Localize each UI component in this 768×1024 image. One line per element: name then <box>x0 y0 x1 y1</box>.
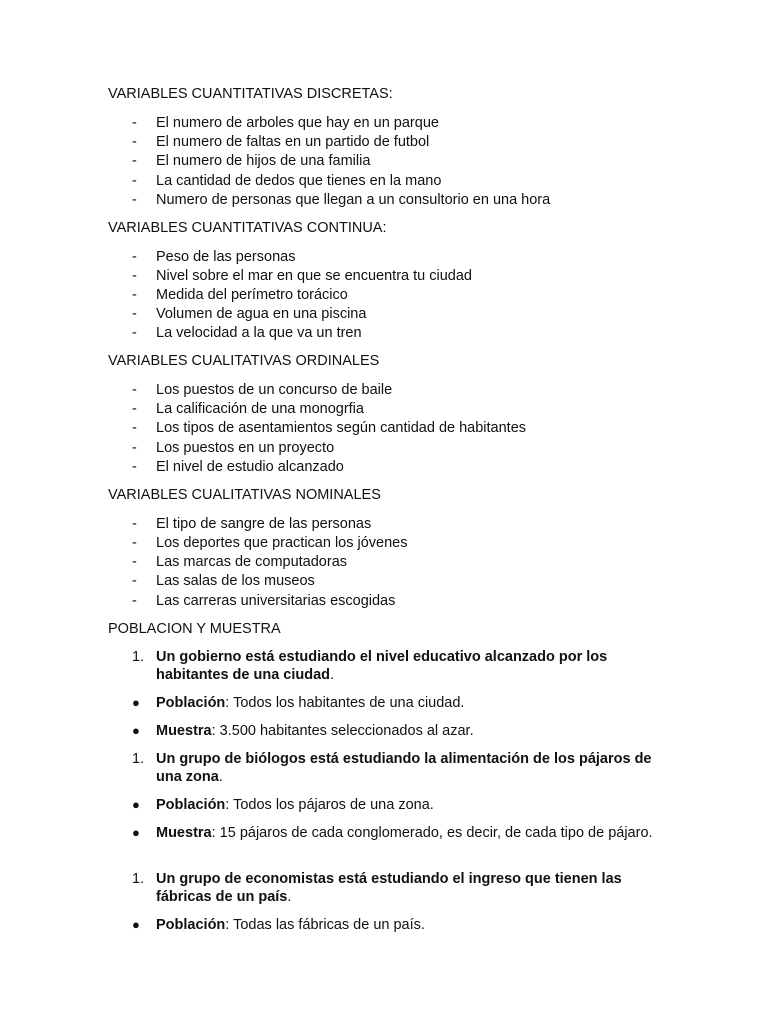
muestra-text: : 15 pájaros de cada conglomerado, es decir, de cada tipo de pájaro. <box>211 825 653 841</box>
section-heading-ordinales: VARIABLES CUALITATIVAS ORDINALES <box>108 353 380 369</box>
muestra-label: Muestra <box>156 723 212 739</box>
dash-marker: - <box>132 401 137 417</box>
dash-marker: - <box>132 440 137 456</box>
dash-marker: - <box>132 249 137 265</box>
dash-marker: - <box>132 268 137 284</box>
list-item-text: El nivel de estudio alcanzado <box>156 459 344 475</box>
dash-marker: - <box>132 535 137 551</box>
dash-marker: - <box>132 173 137 189</box>
problem-text: Un grupo de biólogos está estudiando la alimentación de los pájaros de una zona <box>156 751 652 785</box>
list-item-text: Los puestos en un proyecto <box>156 440 335 456</box>
poblacion-line <box>156 796 668 814</box>
section-heading-continua: VARIABLES CUANTITATIVAS CONTINUA: <box>108 220 387 236</box>
poblacion-label: Población <box>156 695 226 711</box>
list-item-text: Peso de las personas <box>156 249 296 265</box>
problem-text: Un gobierno está estudiando el nivel educativo alcanzado por los habitantes de una ciudad <box>156 649 608 683</box>
dash-marker: - <box>132 287 137 303</box>
list-item-text: Los deportes que practican los jóvenes <box>156 535 408 551</box>
problem-statement <box>156 648 668 684</box>
poblacion-text: : Todas las fábricas de un país. <box>225 917 425 933</box>
list-item-text: Las marcas de computadoras <box>156 554 348 570</box>
dash-marker: - <box>132 516 137 532</box>
poblacion-text: : Todos los pájaros de una zona. <box>225 797 434 813</box>
section-heading-nominales: VARIABLES CUALITATIVAS NOMINALES <box>108 487 381 503</box>
dash-marker: - <box>132 134 137 150</box>
list-item-text: La cantidad de dedos que tienes en la mano <box>156 173 442 189</box>
number-marker: 1. <box>132 751 145 767</box>
dash-marker: - <box>132 420 137 436</box>
list-item-text: El numero de arboles que hay en un parque <box>156 115 439 131</box>
dash-marker: - <box>132 192 137 208</box>
number-marker: 1. <box>132 649 145 665</box>
problem-statement <box>156 750 668 786</box>
list-item-text: El numero de hijos de una familia <box>156 153 371 169</box>
list-item-text: Volumen de agua en una piscina <box>156 306 367 322</box>
problem-text: Un grupo de economistas está estudiando el ingreso que tienen las fábricas de un país <box>156 871 622 905</box>
list-item-text: El tipo de sangre de las personas <box>156 516 372 532</box>
section-heading-discretas: VARIABLES CUANTITATIVAS DISCRETAS: <box>108 86 393 102</box>
list-item-text: La calificación de una monogrfia <box>156 401 364 417</box>
dash-marker: - <box>132 153 137 169</box>
problem-statement <box>156 870 668 906</box>
muestra-line <box>156 722 668 740</box>
muestra-line <box>156 824 668 842</box>
poblacion-label: Población <box>156 797 226 813</box>
muestra-label: Muestra <box>156 825 212 841</box>
bullet-marker: ● <box>132 917 140 932</box>
bullet-marker: ● <box>132 723 140 738</box>
problem-end: . <box>218 769 223 785</box>
poblacion-line <box>156 694 668 712</box>
number-marker: 1. <box>132 871 145 887</box>
problem-end: . <box>330 667 335 683</box>
poblacion-text: : Todos los habitantes de una ciudad. <box>225 695 465 711</box>
dash-marker: - <box>132 593 137 609</box>
list-item-text: Los tipos de asentamientos según cantidad de habitantes <box>156 420 527 436</box>
bullet-marker: ● <box>132 825 140 840</box>
list-item-text: Las carreras universitarias escogidas <box>156 593 396 609</box>
list-item-text: Numero de personas que llegan a un consultorio en una hora <box>156 192 551 208</box>
dash-marker: - <box>132 554 137 570</box>
dash-marker: - <box>132 115 137 131</box>
list-item-text: El numero de faltas en un partido de futbol <box>156 134 430 150</box>
list-item-text: Los puestos de un concurso de baile <box>156 382 393 398</box>
list-item-text: Nivel sobre el mar en que se encuentra tu ciudad <box>156 268 472 284</box>
list-item-text: Medida del perímetro torácico <box>156 287 348 303</box>
poblacion-label: Población <box>156 917 226 933</box>
bullet-marker: ● <box>132 797 140 812</box>
dash-marker: - <box>132 382 137 398</box>
poblacion-line <box>156 916 668 934</box>
section-heading-poblacion: POBLACION Y MUESTRA <box>108 621 281 637</box>
dash-marker: - <box>132 306 137 322</box>
dash-marker: - <box>132 573 137 589</box>
list-item-text: Las salas de los museos <box>156 573 315 589</box>
problem-end: . <box>287 889 292 905</box>
list-item-text: La velocidad a la que va un tren <box>156 325 362 341</box>
dash-marker: - <box>132 459 137 475</box>
muestra-text: : 3.500 habitantes seleccionados al azar. <box>211 723 474 739</box>
bullet-marker: ● <box>132 695 140 710</box>
dash-marker: - <box>132 325 137 341</box>
